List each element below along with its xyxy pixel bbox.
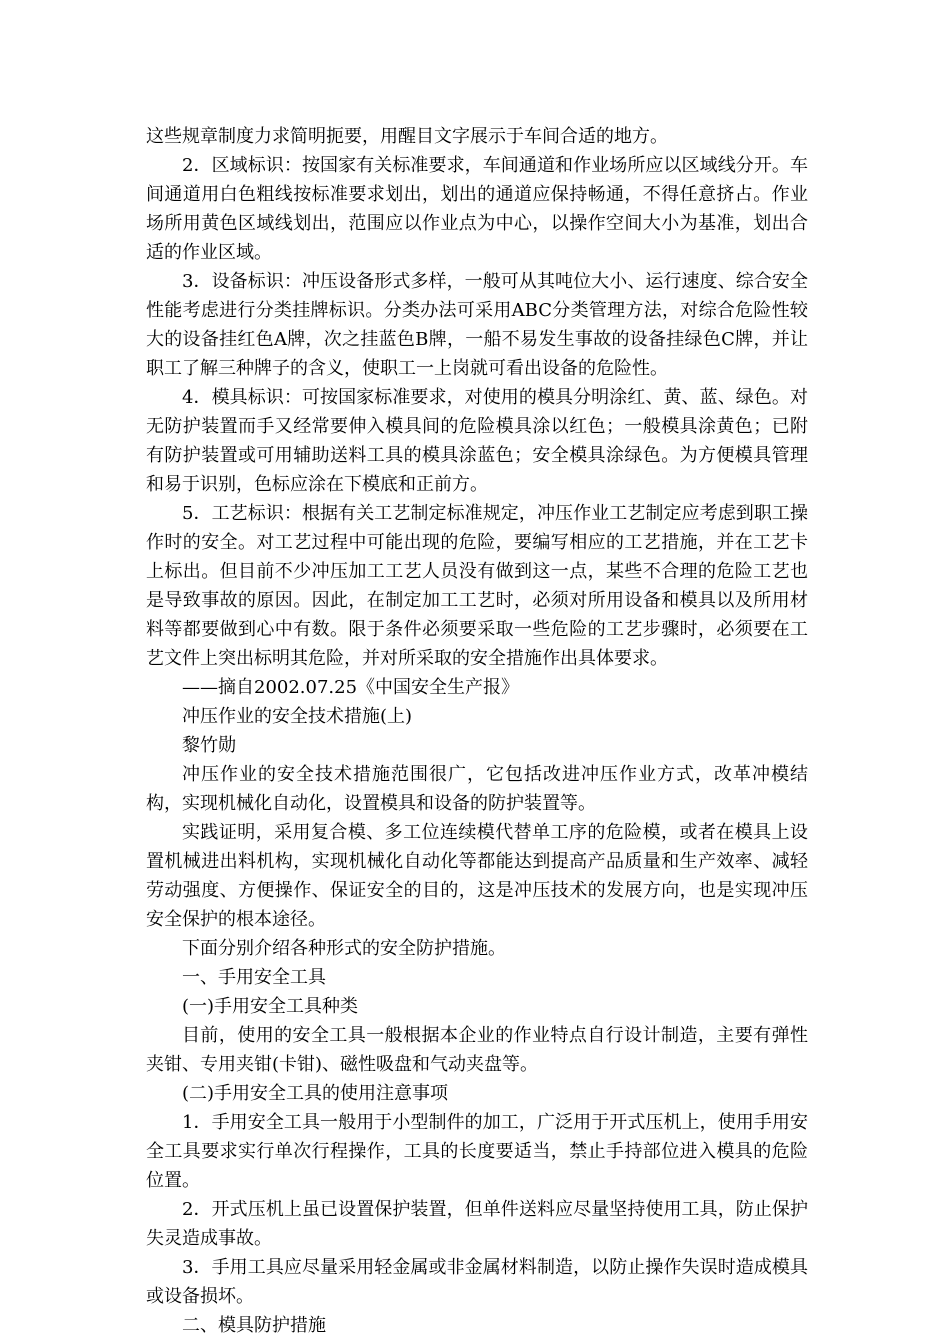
paragraph-die-marking: 4．模具标识：可按国家标准要求，对使用的模具分明涂红、黄、蓝、绿色。对无防护装置而手又经常要伸入模具间的危险模具涂以红色；一般模具涂黄色；已附有防护装置或可用辅助送料工具的模具涂蓝色；安全模具涂绿色。为方便模具管理和易于识别，色标应涂在下模底和正前方。 — [146, 387, 808, 495]
article-title: 冲压作业的安全技术措施(上) — [182, 706, 413, 727]
paragraph-practice: 实践证明，采用复合模、多工位连续模代替单工序的危险模，或者在模具上设置机械进出料机构，实现机械化自动化等都能达到提高产品质量和生产效率、减轻劳动强度、方便操作、保证安全的目的，这是冲压技术的发展方向，也是实现冲压安全保护的根本途径。 — [146, 822, 808, 930]
paragraph-process-marking: 5．工艺标识：根据有关工艺制定标准规定，冲压作业工艺制定应考虑到职工操作时的安全。对工艺过程中可能出现的危险，要编写相应的工艺措施，并在工艺卡上标出。但目前不少冲压加工工艺人员没有做到这一点，某些不合理的危险工艺也是导致事故的原因。因此，在制定加工工艺时，必须对所用设备和模具以及所用材料等都要做到心中有数。限于条件必须要采取一些危险的工艺步骤时，必须要在工艺文件上突出标明其危险，并对所采取的安全措施作出具体要求。 — [146, 503, 808, 669]
section-heading-hand-tools: 一、手用安全工具 — [182, 967, 326, 988]
paragraph-rules-display: 这些规章制度力求简明扼要，用醒目文字展示于车间合适的地方。 — [146, 126, 668, 147]
subsection-heading-tool-usage: (二)手用安全工具的使用注意事项 — [182, 1083, 449, 1104]
paragraph-equipment-marking: 3．设备标识：冲压设备形式多样，一般可从其吨位大小、运行速度、综合安全性能考虑进行分类挂牌标识。分类办法可采用ABC分类管理方法，对综合危险性较大的设备挂红色A牌，次之挂蓝色B牌，一船不易发生事故的设备挂绿色C牌，并让职工了解三种牌子的含义，使职工一上岗就可看出设备的危险性。 — [146, 271, 808, 379]
subsection-heading-tool-types: (一)手用安全工具种类 — [182, 996, 359, 1017]
paragraph-usage-2: 2．开式压机上虽已设置保护装置，但单件送料应尽量坚持使用工具，防止保护失灵造成事故。 — [146, 1199, 808, 1249]
paragraph-usage-3: 3．手用工具应尽量采用轻金属或非金属材料制造，以防止操作失误时造成模具或设备损坏。 — [146, 1257, 808, 1307]
paragraph-overview: 下面分别介绍各种形式的安全防护措施。 — [182, 938, 506, 959]
paragraph-area-marking: 2．区域标识：按国家有关标准要求，车间通道和作业场所应以区域线分开。车间通道用白色粗线按标准要求划出，划出的通道应保持畅通，不得任意挤占。作业场所用黄色区域线划出，范围应以作业点为中心，以操作空间大小为基准，划出合适的作业区域。 — [146, 155, 808, 263]
paragraph-usage-1: 1．手用安全工具一般用于小型制件的加工，广泛用于开式压机上，使用手用安全工具要求实行单次行程操作，工具的长度要适当，禁止手持部位进入模具的危险位置。 — [146, 1112, 808, 1191]
paragraph-intro: 冲压作业的安全技术措施范围很广，它包括改进冲压作业方式，改革冲模结构，实现机械化自动化，设置模具和设备的防护装置等。 — [146, 764, 808, 814]
document-page — [146, 122, 808, 1340]
article-author: 黎竹勋 — [182, 735, 236, 756]
section-heading-die-protection: 二、模具防护措施 — [182, 1315, 326, 1336]
source-citation: ——摘自2002.07.25《中国安全生产报》 — [182, 677, 520, 698]
paragraph-tool-types: 目前，使用的安全工具一般根据本企业的作业特点自行设计制造，主要有弹性夹钳、专用夹钳(卡钳)、磁性吸盘和气动夹盘等。 — [146, 1025, 808, 1075]
